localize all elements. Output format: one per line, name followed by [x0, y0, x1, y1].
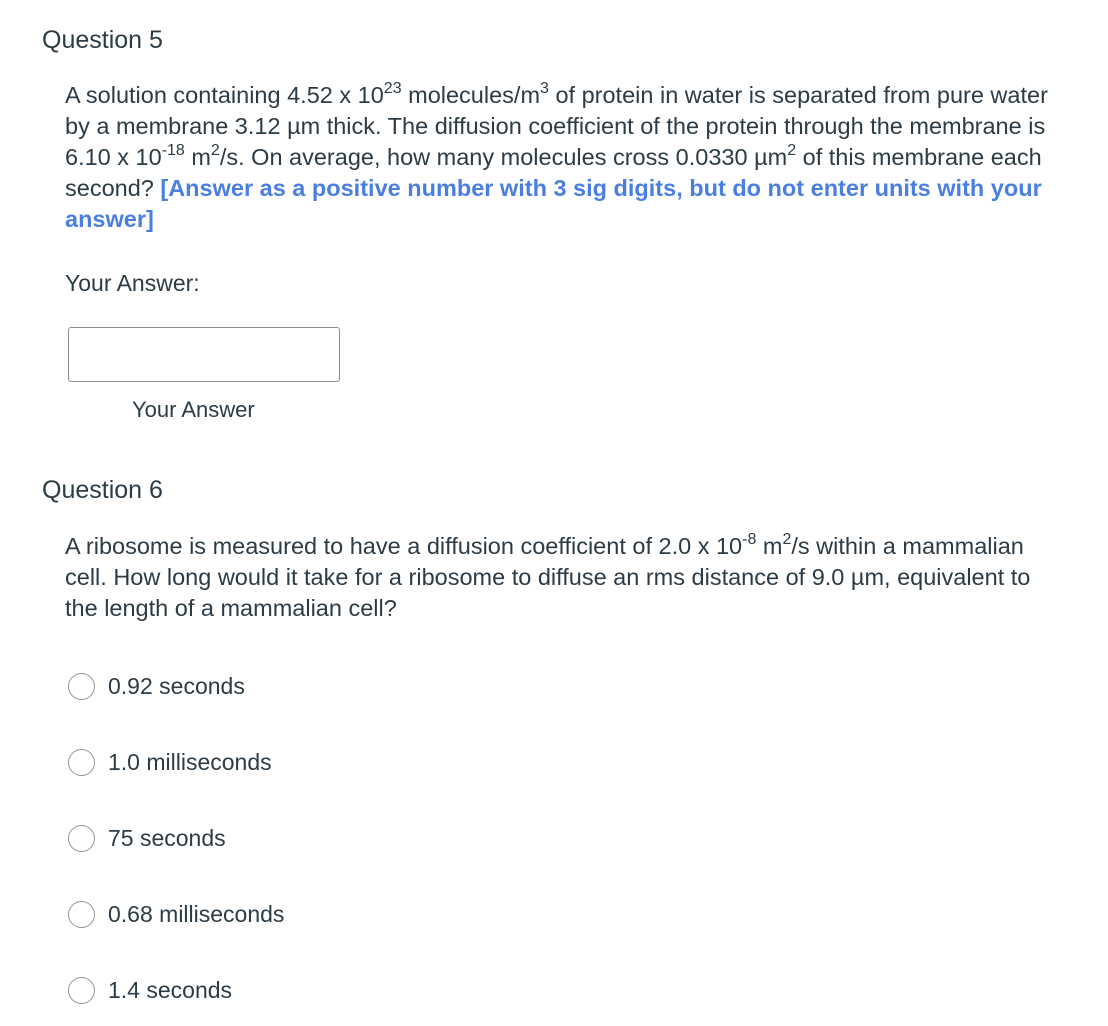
- question-6-title: Question 6: [42, 476, 163, 504]
- radio-button[interactable]: [68, 673, 95, 700]
- answer-label: Your Answer:: [65, 270, 200, 296]
- q5-exponent: 2: [210, 142, 220, 160]
- q5-answer-hint: [Answer as a positive number with 3 sig digits, but do not enter units with your answer]: [65, 175, 1042, 232]
- q5-text-part: of protein in water is separated from pure water by a membrane 3.12 µm thick. The diffusion coefficient of the protein through the membrane is 6.10 x 10: [65, 82, 1048, 170]
- q6-text-part: m: [756, 533, 783, 559]
- q5-exponent: 2: [787, 142, 797, 160]
- radio-button[interactable]: [68, 901, 95, 928]
- answer-option[interactable]: [68, 974, 232, 1006]
- q5-text-part: molecules/m: [401, 82, 541, 108]
- q5-exponent: 3: [540, 80, 549, 98]
- answer-option[interactable]: [68, 746, 272, 778]
- question-6-text: [65, 531, 1065, 624]
- q5-text-part: m: [184, 144, 211, 170]
- radio-button[interactable]: [68, 977, 95, 1004]
- q5-exponent: -18: [161, 142, 185, 160]
- q6-exponent: -8: [742, 531, 757, 549]
- question-5-text: [65, 80, 1065, 235]
- answer-option[interactable]: [68, 822, 226, 854]
- answer-option[interactable]: [68, 670, 245, 702]
- q6-text-part: A ribosome is measured to have a diffusion coefficient of 2.0 x 10: [65, 533, 743, 559]
- option-label: 75 seconds: [108, 824, 226, 851]
- radio-button[interactable]: [68, 749, 95, 776]
- q6-text-part: /s within a mammalian cell. How long would it take for a ribosome to diffuse an rms distance of 9.0 µm, equivalent to the length of a mammalian cell?: [65, 533, 1031, 621]
- option-label: 1.0 milliseconds: [108, 748, 272, 775]
- option-label: 0.68 milliseconds: [108, 900, 285, 927]
- question-5-title: Question 5: [42, 26, 163, 54]
- option-label: 0.92 seconds: [108, 672, 245, 699]
- answer-caption: Your Answer: [132, 397, 255, 422]
- q6-exponent: 2: [782, 531, 792, 549]
- q5-exponent: 23: [383, 80, 402, 98]
- option-label: 1.4 seconds: [108, 976, 233, 1003]
- radio-button[interactable]: [68, 825, 95, 852]
- q5-text-part: of this membrane each second?: [65, 144, 1042, 201]
- answer-option[interactable]: [68, 898, 284, 930]
- q5-text-part: A solution containing 4.52 x 10: [65, 82, 384, 108]
- answer-input[interactable]: [68, 327, 340, 382]
- q5-text-part: /s. On average, how many molecules cross 0.0330 µm: [219, 144, 788, 170]
